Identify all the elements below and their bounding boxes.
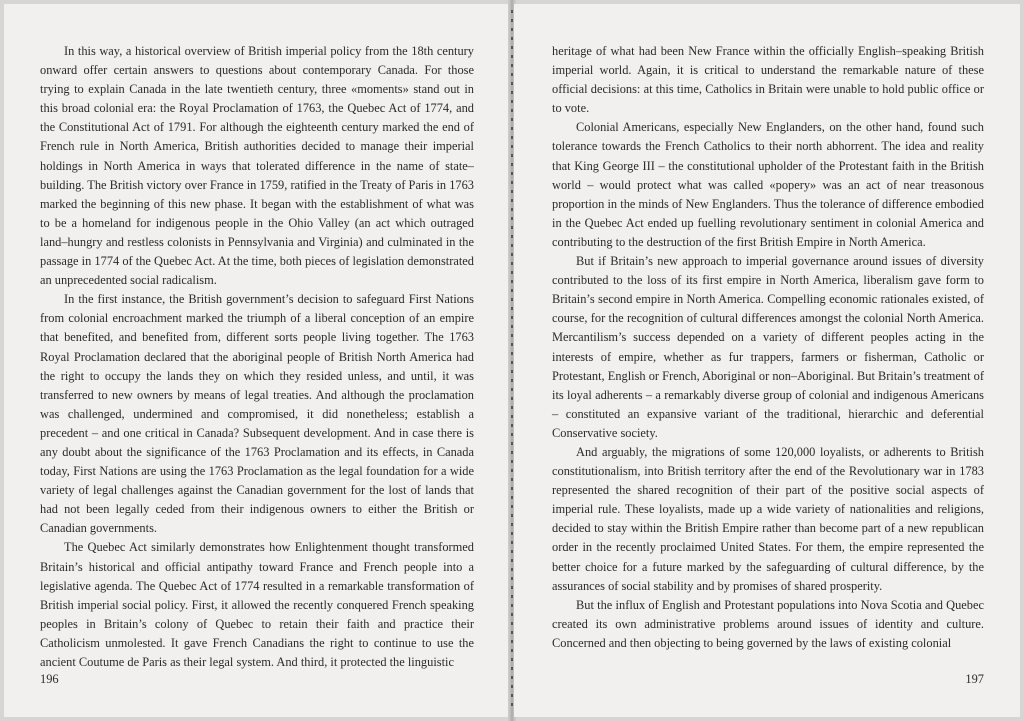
left-page xyxy=(4,4,510,717)
paragraph-continuation: heritage of what had been New France within the officially English–speaking British imperial world. Again, it is critical to understand the remarkable nature of these official decisions: at this time, Catholics in Britain were unable to hold public office or to vote. xyxy=(552,44,984,116)
paragraph: The Quebec Act similarly demonstrates how Enlightenment thought transformed Britain’s historical and official antipathy toward France and French people into a legislative agenda. The Quebec Act of 1774 resulted in a remarkable transformation of British imperial social policy. First, it allowed the recently conquered French speaking peoples in Britain’s colony of Quebec to retain their faith and practice their Catholicism unmolested. It gave French Canadians the right to continue to use the ancient Coutume de Paris as their legal system. And third, it protected the linguistic xyxy=(40,540,474,669)
paragraph: In the first instance, the British government’s decision to safeguard First Nations from colonial encroachment marked the triumph of a liberal conception of an empire that benefited, and benefited from, different sorts people living together. The 1763 Royal Proclamation declared that the aboriginal people of British North America had the right to occupy the lands they on which they resided unless, and until, it was transferred to new owners by means of legal treaties. And although the proclamation was challenged, undermined and compromised, it did nonetheless; establish a precedent – and one critical in Canada? Subsequent development. And in case there is any doubt about the significance of the 1763 Proclamation and its effects, in Canada today, First Nations are using the 1763 Proclamation as the legal foundation for a wide variety of legal challenges against the Canadian government for the lost of lands that had not been legally ceded from their indigenous owners to either the British or Canadian governments. xyxy=(40,292,474,536)
paragraph: But if Britain’s new approach to imperial governance around issues of diversity contributed to the loss of its first empire in North America, liberalism gave form to Britain’s second empire in North America. Compelling economic rationales existed, of course, for the recognition of cultural differences amongst the colonial North America. Mercantilism’s success depended on a variety of different peoples acting in the interests of empire, whether as fur trappers, farmers or fisherman, Catholic or Protestant, English or French, Aboriginal or non–Aboriginal. But Britain’s treatment of its loyal adherents – a remarkably diverse group of colonial and indigenous Americans – constituted an expansive variant of the traditional, hierarchic and deferential Conservative society. xyxy=(552,254,984,440)
right-page xyxy=(514,4,1020,717)
page-number: 196 xyxy=(40,672,59,686)
paragraph: And arguably, the migrations of some 120,000 loyalists, or adherents to British constitutionalism, into British territory after the end of the Revolutionary war in 1783 represented the shared recognition of their part of the positive social aspects of imperial rule. These loyalists, made up a wide variety of nationalities and religions, decided to stay within the British Empire rather than become part of a new republican order in the recently proclaimed United States. For them, the empire represented the better choice for a future marked by the safeguarding of cultural difference, by the assurances of social stability and by promises of shared prosperity. xyxy=(552,444,984,593)
paragraph: But the influx of English and Protestant populations into Nova Scotia and Quebec created its own administrative problems around issues of identity and culture. Concerned and then objecting to being governed by the laws of existing colonial xyxy=(552,597,984,650)
left-page-text xyxy=(40,42,474,672)
right-page-text xyxy=(552,42,984,653)
paragraph: Colonial Americans, especially New Englanders, on the other hand, found such tolerance towards the French Catholics to their north abhorrent. The idea and reality that King George III – the constitutional upholder of the Protestant faith in the British world – would protect what was called «popery» was an act of near treasonous proportion in the minds of New Englanders. Thus the tolerance of difference embodied in the Quebec Act ended up fuelling revolutionary sentiment in colonial America and contributing to the destruction of the first British Empire in North America. xyxy=(552,120,984,249)
page-number: 197 xyxy=(965,672,984,686)
binding-stitches xyxy=(511,10,513,710)
paragraph: In this way, a historical overview of British imperial policy from the 18th century onward offer certain answers to questions about contemporary Canada. For those trying to explain Canada in the late twentieth century, three «moments» stand out in this broad colonial era: the Royal Proclamation of 1763, the Quebec Act of 1774, and the Constitutional Act of 1791. For although the eighteenth century marked the end of French rule in North America, British authorities decided to manage their imperial holdings in North America in ways that tolerated difference in the name of state–building. The British victory over France in 1759, ratified in the Treaty of Paris in 1763 marked the beginning of this new phase. It began with the establishment of what was to be a homeland for indigenous people in the Ohio Valley (an act which outraged land–hungry and restless colonists in Pennsylvania and Virginia) and culminated in the passage in 1774 of the Quebec Act. At the time, both pieces of legislation demonstrated an unprecedented social radicalism. xyxy=(40,44,474,288)
